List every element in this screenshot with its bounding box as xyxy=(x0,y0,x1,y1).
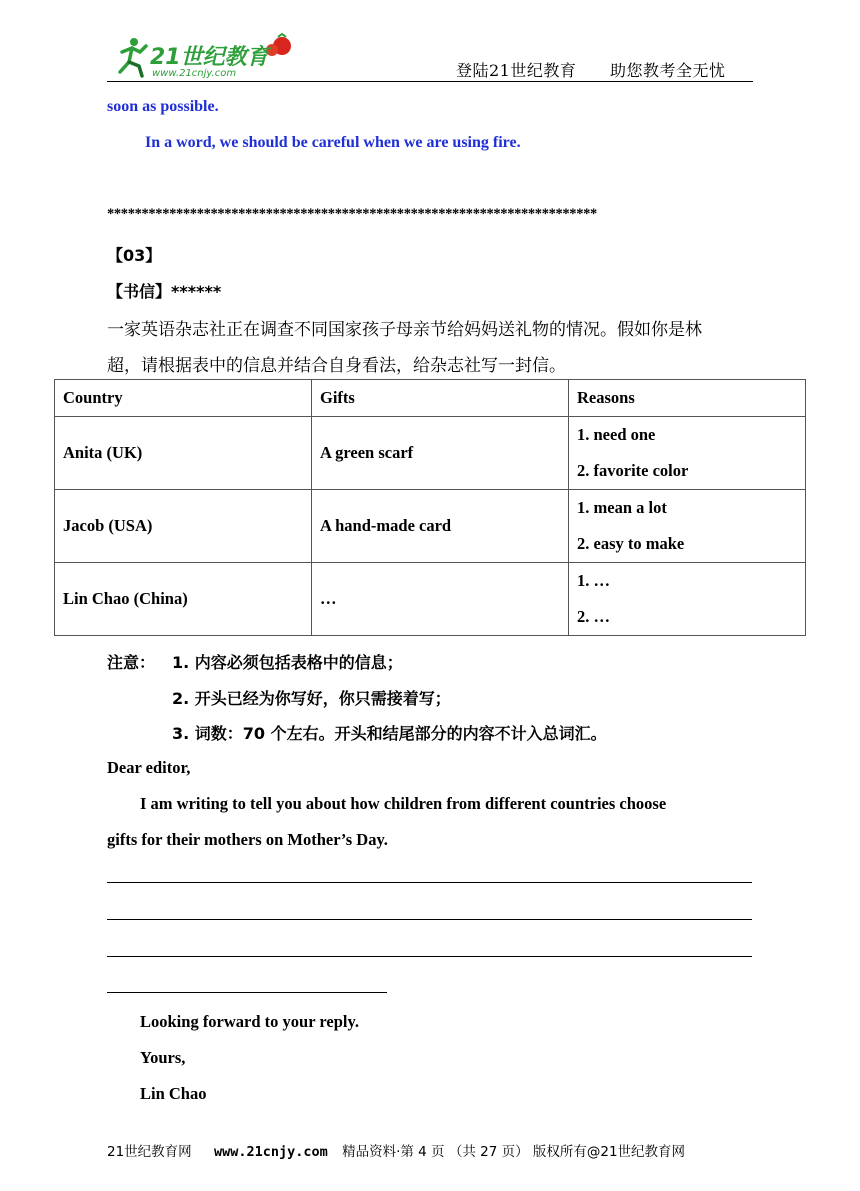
logo-graphic xyxy=(112,32,304,80)
logo-url-text: www.21cnjy.com xyxy=(152,68,237,79)
table-row xyxy=(55,563,806,636)
table-row xyxy=(55,417,806,490)
section-separator: *********************************************************************** xyxy=(107,206,597,222)
page-footer xyxy=(107,1140,685,1160)
header-slogan: 助您教考全无忧 xyxy=(609,61,726,80)
cell-reasons xyxy=(569,490,806,563)
logo-text: 21世纪教育 xyxy=(150,45,269,70)
letter-opening-line-2: gifts for their mothers on Mother’s Day. xyxy=(107,830,388,849)
note-item-1: 1. 内容必须包括表格中的信息； xyxy=(172,653,403,672)
header-divider xyxy=(107,81,753,82)
table-header-row xyxy=(55,380,806,417)
table-row xyxy=(55,490,806,563)
cell-reasons xyxy=(569,563,806,636)
cell-country: Lin Chao (China) xyxy=(55,563,312,636)
header-gifts: Gifts xyxy=(312,380,569,417)
letter-closing: Looking forward to your reply. xyxy=(140,1012,359,1031)
letter-sign-off: Yours, xyxy=(140,1048,186,1067)
cell-reasons xyxy=(569,417,806,490)
cell-gift: A hand-made card xyxy=(312,490,569,563)
site-logo xyxy=(112,32,304,80)
reason-item: 1. … xyxy=(577,571,610,590)
task-instruction-line-1: 一家英语杂志社正在调查不同国家孩子母亲节给妈妈送礼物的情况。假如你是林 xyxy=(107,320,702,340)
note-item-3: 3. 词数：70 个左右。开头和结尾部分的内容不计入总词汇。 xyxy=(172,724,607,743)
cell-country: Anita (UK) xyxy=(55,417,312,490)
task-type: 【书信】****** xyxy=(107,282,222,301)
task-number: 【03】 xyxy=(107,246,162,265)
writing-blank-line xyxy=(107,992,387,993)
writing-blank-line xyxy=(107,919,752,920)
cell-gift: A green scarf xyxy=(312,417,569,490)
letter-signature: Lin Chao xyxy=(140,1084,207,1103)
reason-item: 1. need one xyxy=(577,425,656,444)
footer-site: 21世纪教育网 xyxy=(107,1144,192,1160)
writing-blank-line xyxy=(107,882,752,883)
reason-item: 1. mean a lot xyxy=(577,498,667,517)
header-reasons: Reasons xyxy=(569,380,806,417)
header-slogan-area xyxy=(456,58,725,81)
letter-salutation: Dear editor, xyxy=(107,758,191,777)
letter-opening-line-1: I am writing to tell you about how children from different countries choose xyxy=(140,794,667,813)
task-instruction-line-2: 超，请根据表中的信息并结合自身看法，给杂志社写一封信。 xyxy=(107,356,566,376)
header-country: Country xyxy=(55,380,312,417)
answer-line-1: soon as possible. xyxy=(107,98,219,115)
cell-country: Jacob (USA) xyxy=(55,490,312,563)
reason-item: 2. easy to make xyxy=(577,534,685,553)
answer-line-2: In a word, we should be careful when we are using fire. xyxy=(145,134,521,151)
reason-item: 2. … xyxy=(577,607,610,626)
footer-url: www.21cnjy.com xyxy=(213,1144,328,1160)
header-site-name: 登陆21世纪教育 xyxy=(456,61,577,80)
notes-label: 注意： xyxy=(107,653,156,672)
gift-info-table xyxy=(54,379,806,636)
note-item-2: 2. 开头已经为你写好，你只需接着写； xyxy=(172,689,451,708)
footer-page-info: 精品资料·第 4 页 （共 27 页） 版权所有@21世纪教育网 xyxy=(342,1144,686,1160)
reason-item: 2. favorite color xyxy=(577,461,689,480)
writing-blank-line xyxy=(107,956,752,957)
cell-gift: … xyxy=(312,563,569,636)
